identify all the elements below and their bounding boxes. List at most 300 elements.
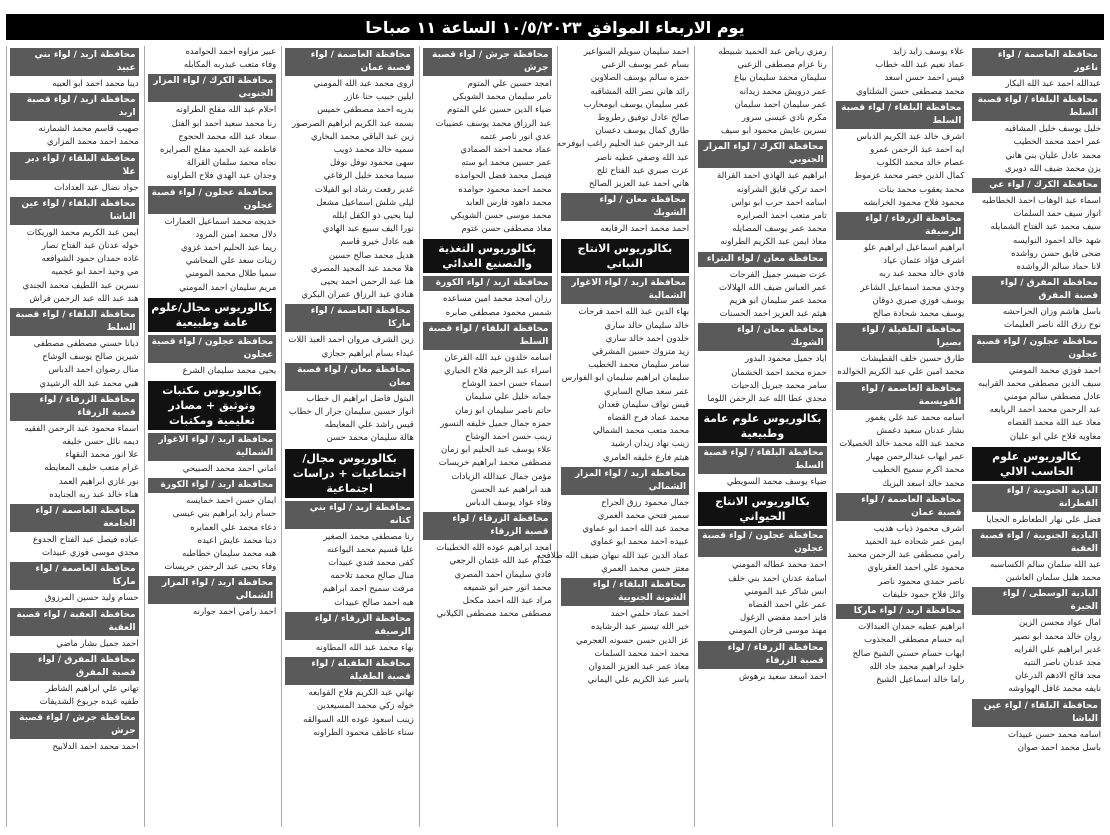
district-header: محافظة الزرقاء / لواء الرصيفة xyxy=(836,212,965,240)
candidate-name: محمد احمد محمود حوامده xyxy=(458,184,552,195)
candidate-name: صدام عبد الله عثمان الرجعي xyxy=(449,556,552,567)
district-header: محافظة العاصمة / لواء قصبة عمان xyxy=(836,493,965,521)
candidate-name: منال صالح محمد تلاحمه xyxy=(330,571,414,582)
candidate-name: احمد محمد احمد الرفايعه xyxy=(600,224,690,235)
candidate-name: ديمه نائل حسن خليفه xyxy=(62,437,139,448)
district-header: محافظة الزرقاء / لواء قصبة الزرقاء xyxy=(10,393,139,421)
candidate-name: حمزه جمال جميل خليفه النسور xyxy=(440,418,552,429)
candidate-name: طارق حسين خلف القطيشات xyxy=(860,354,965,365)
candidate-name: ابراهيم اسماعيل ابراهيم علو xyxy=(863,243,965,254)
candidate-name: يوسف محمد شحادة صالح xyxy=(872,309,965,320)
candidate-name: اسامه خلدون عبد الله القرعان xyxy=(444,352,552,363)
candidate-name: عبد الرحمن محمد احمد الربابعه xyxy=(989,405,1101,416)
district-header: محافظة اربد / لواء قصبة اربد xyxy=(10,93,139,121)
candidate-name: نورا اليف سبيع عبد الهادي xyxy=(322,224,414,235)
candidate-name: مؤمن جمال عبدالله الزيادات xyxy=(451,471,552,482)
candidate-name: منال رضوان احمد الدباس xyxy=(48,365,139,376)
candidate-name: هيثم عبد العزيز احمد الحسنات xyxy=(719,309,827,320)
candidate-name: عز الدين حسن حسونه العجرمي xyxy=(575,635,690,646)
district-header: محافظة البلقاء / لواء الشونة الجنوبية xyxy=(561,578,690,606)
candidate-name: اسامه محمد حسن عبيدات xyxy=(1007,729,1101,740)
candidate-name: محمد عمر سليمان ابو هزيم xyxy=(729,296,827,307)
candidate-name: محمد احمد محمد السلمات xyxy=(594,648,690,659)
candidate-name: محمد احمد محمد المزاري xyxy=(47,137,139,148)
candidate-name: معاويه فلاح علي ابو عليان xyxy=(1009,431,1101,442)
candidate-name: اياد جميل محمود البدور xyxy=(745,354,827,365)
candidate-name: هبي محمد عبد الله الرشيدي xyxy=(39,378,139,389)
candidate-name: احمد سليمان سويلم السواعير xyxy=(583,47,690,57)
district-header: محافظة اربد / لواء بني عبيد xyxy=(10,48,139,76)
candidate-name: فاطمه عبد الحميد مفلح الصرايره xyxy=(160,145,277,156)
candidate-name: دعاء محمد علي العمايره xyxy=(190,522,277,533)
candidate-name: محمد عبد الله محمد خالد الخصيلات xyxy=(839,439,965,450)
candidate-name: عمر احمد محمد الخطيب xyxy=(1013,137,1101,148)
columns-container xyxy=(6,46,1104,827)
candidate-name: عبد الله وصفي عطيه ناصر xyxy=(595,152,690,163)
district-header: محافظة عجلون / لواء قصبة عجلون xyxy=(698,529,827,557)
candidate-name: محمود علي احمد العقرباوي xyxy=(867,563,965,574)
candidate-name: وفاء يحيى عبد الرحمن خريسات xyxy=(164,562,277,573)
candidate-name: وائل فلاح حمود خليفات xyxy=(882,589,965,600)
candidate-name: هبه عادل خيرو قاسم xyxy=(340,237,414,248)
candidate-name: رزان امجد محمد امين مساعده xyxy=(442,294,552,305)
district-header: محافظة المفرق / لواء قصبة المفرق xyxy=(10,653,139,681)
candidate-name: انوار سيف حمد السلمات xyxy=(1013,209,1101,220)
candidate-name: تامر سليمان محمد الشوبكي xyxy=(452,92,552,103)
candidate-name: مهند موسى فرحان المومني xyxy=(728,626,827,637)
candidate-name: نسرين عايش محمود ابو سيف xyxy=(720,126,827,137)
district-header: محافظة الزرقاء / لواء قصبة الزرقاء xyxy=(698,641,827,669)
candidate-name: عمر سليمان احمد سليمان xyxy=(734,99,827,110)
candidate-name: مجدي عطا الله عبد الرحمن اللوما xyxy=(707,394,827,405)
candidate-name: خلدون احمد خالد ساري xyxy=(605,333,690,344)
candidate-name: حاتم ناصر سليمان ابو زمان xyxy=(455,405,552,416)
column-1 xyxy=(969,46,1104,827)
candidate-name: اشرف محمود ذياب هديب xyxy=(873,523,965,534)
candidate-name: عبد الله سلمان سالم الكساسبه xyxy=(990,560,1101,571)
candidate-name: كفى محمد فندي عبيدات xyxy=(328,558,414,569)
candidate-name: عمر العباس ضيف الله الهلالات xyxy=(718,282,827,293)
candidate-name: سيف محمد عبد الفتاح الشمايله xyxy=(990,222,1101,233)
candidate-name: سميا طلال محمد المومني xyxy=(185,269,277,280)
district-header: محافظة اربد / لواء الاغوار الشمالية xyxy=(561,276,690,304)
district-header: محافظة جرش / لواء قصبة جرش xyxy=(10,711,139,739)
candidate-name: عباده فيصل عبد الفتاح الجدوع xyxy=(32,535,139,546)
district-header: محافظة العقبة / لواء قصبة العقبة xyxy=(10,608,139,636)
district-header: محافظة اربد / لواء بني كنانه xyxy=(285,501,414,529)
candidate-name: محمد موسى حسن الشويكي xyxy=(450,211,552,222)
candidate-name: خوله زكي محمد المسيعدين xyxy=(316,701,414,712)
candidate-name: خلود ابراهيم محمد جاد الله xyxy=(869,661,965,672)
candidate-name: هنادي عبد الرزاق عمران البكري xyxy=(301,290,414,301)
district-header: محافظة عجلون / لواء قصبة عجلون xyxy=(972,335,1101,363)
candidate-name: شمس محمود مصطفى صابره xyxy=(445,307,552,318)
candidate-name: سيف الدين مصطفى محمد القرايبه xyxy=(977,378,1101,389)
candidate-name: فايز احمد مفضي الزغول xyxy=(739,613,827,624)
district-header: محافظة الزرقاء / لواء الرصيفة xyxy=(285,612,414,640)
district-header: محافظة معان / لواء البتراء xyxy=(698,252,827,267)
candidate-name: نجاه محمد سلمان القرالة xyxy=(186,158,277,169)
candidate-name: سميه خالد محمد ذويب xyxy=(333,145,414,156)
candidate-name: علا انور محمد النقهاء xyxy=(65,450,139,461)
candidate-name: دينا محمد احمد ابو العبيه xyxy=(52,79,139,89)
candidate-name: ايلين حبيب حنا عازر xyxy=(344,92,414,103)
candidate-name: ابراهيم عبد الهادي احمد القرالة xyxy=(717,171,827,182)
candidate-name: فضل علي نهار الطعاطره الحجايا xyxy=(986,514,1101,525)
candidate-name: رنا محمد سعيد احمد ابو الفتل xyxy=(171,118,277,129)
district-header: البادية الوسطى / لواء الجيزة xyxy=(972,587,1101,615)
candidate-name: اسامة عدنان احمد بني خلف xyxy=(728,573,827,584)
candidate-name: علاء يوسف زايد زايد xyxy=(892,47,965,57)
candidate-name: محمد عمر يوسف المصايله xyxy=(732,224,827,235)
column-6 xyxy=(281,46,417,827)
district-header: محافظة المفرق / لواء قصبة المفرق xyxy=(972,276,1101,304)
candidate-name: عصام خالد محمد الكلوب xyxy=(876,158,965,169)
candidate-name: امال عواد محسن الزين xyxy=(1019,618,1101,629)
candidate-name: بشار عدنان سعيد دغمش xyxy=(876,425,965,436)
candidate-name: قيس راشد علي المعايطه xyxy=(324,420,414,431)
candidate-name: ضياء يوسف محمد السويطي xyxy=(726,477,827,488)
candidate-name: باسل هاشم وزان الحراحشه xyxy=(1002,307,1101,318)
candidate-name: زينب نهاد زيدان ارشيد xyxy=(610,439,690,450)
candidate-name: صهيب قاسم محمد الشمارنه xyxy=(38,124,139,135)
district-header: محافظة الكرك / لواء عي xyxy=(972,178,1101,193)
candidate-name: جمانه خليل علي سليمان xyxy=(465,392,552,403)
date-banner: يوم الاربعاء الموافق ١٠/٥/٢٠٢٣ الساعة ١١ صباحا xyxy=(6,14,1104,40)
candidate-name: زينات سعد علي المحاشي xyxy=(185,256,277,267)
district-header: محافظة العاصمة / لواء القويسمة xyxy=(836,382,965,410)
candidate-name: مجدي موسى فوزي عبيدات xyxy=(41,548,139,559)
candidate-name: عبدالله احمد عبد الله البكار xyxy=(1005,79,1101,89)
degree-header: بكالوريوس الانتاج الحيواني xyxy=(698,492,827,526)
candidate-name: رمزي رياض عبد الحميد شبيطه xyxy=(718,47,827,57)
candidate-name: ضحى فايق حسن رواشده xyxy=(1011,248,1101,259)
candidate-name: انوار حسين سليمان جرار ال خطاب xyxy=(288,407,414,418)
candidate-name: هيثم فارع خليفه العامري xyxy=(602,452,690,463)
district-header: محافظة جرش / لواء قصبة جرش xyxy=(423,48,552,76)
candidate-name: هالة سليمان محمد حسن xyxy=(326,433,414,444)
candidate-name: زينب اسعود عوده الله السوالقه xyxy=(303,714,414,725)
candidate-name: عمر سعد صالح السايري xyxy=(603,386,690,397)
district-header: محافظة الطفيلة / لواء بصيرا xyxy=(836,323,965,351)
candidate-name: قيس نواف سليمان قعدان xyxy=(598,399,690,410)
district-header: محافظة الزرقاء / لواء قصبة الزرقاء xyxy=(423,512,552,540)
candidate-name: نور غازي ابراهيم العمد xyxy=(58,476,139,487)
candidate-name: عماد نعيم عبد الله خطاب xyxy=(875,60,965,71)
candidate-name: وفاء عواد يوسف الدباس xyxy=(465,498,552,509)
candidate-name: عزت ضيسر جميل الفرجات xyxy=(729,269,827,280)
candidate-name: معتز حسن محمد العمري xyxy=(601,563,690,574)
candidate-name: معاذ مصطفى حسن عتوم xyxy=(461,224,552,235)
candidate-name: معاذ عمر عبد العزيز المدوان xyxy=(588,661,690,672)
candidate-name: هاني احمد عبد العزيز الصالح xyxy=(588,179,690,190)
column-5 xyxy=(419,46,555,827)
district-header: محافظة العاصمة / لواء الجامعة xyxy=(10,504,139,532)
candidate-name: فيصل محمد فضل الحوامده xyxy=(455,171,552,182)
candidate-name: عمر درويش محمد زيدانه xyxy=(739,86,827,97)
district-header: محافظة البلقاء / لواء قصبة السلط xyxy=(10,308,139,336)
candidate-name: روان خالد محمد ابو نصير xyxy=(1012,631,1101,642)
district-header: محافظة عجلون / لواء قصبة عجلون xyxy=(148,186,277,214)
candidate-name: تامر متعب احمد الصرايره xyxy=(737,211,827,222)
district-header: محافظة البلقاء / لواء عين الباشا xyxy=(10,197,139,225)
district-header: البادية الجنوبية / لواء القطرانة xyxy=(972,484,1101,512)
degree-header: بكالوريوس التغذية والتصنيع الغذائي xyxy=(423,239,552,273)
candidate-name: مراد عبد الله احمد مكحل xyxy=(462,596,552,607)
candidate-name: اروى محمد عبد الله المومني xyxy=(313,79,414,89)
candidate-name: حسام زايد ابراهيم بني عيسى xyxy=(172,509,277,520)
district-header: محافظة العاصمة / لواء ناعور xyxy=(972,48,1101,76)
degree-header: بكالوريوس مكتبات وتوثيق + مصادر تعليمية ومكتبات xyxy=(148,381,277,430)
candidate-name: ايه احمد عبد الرحمن عمرو xyxy=(870,145,965,156)
candidate-name: خالد سليمان خالد ساري xyxy=(604,320,690,331)
candidate-name: ريما عبد الحليم احمد غزوي xyxy=(181,243,277,254)
candidate-name: غرام متعب خليف المعايطه xyxy=(44,463,139,474)
candidate-name: اشرف خالد عبد الكريم الدباس xyxy=(856,131,965,142)
district-header: محافظة الكرك / لواء المزار الجنوبي xyxy=(698,140,827,168)
candidate-name: رنا مصطفى محمد الصغير xyxy=(323,531,414,542)
candidate-name: سعاد عبد الله محمد الحجوج xyxy=(178,131,277,142)
candidate-name: سناء عاطف محمود الطراونه xyxy=(313,727,414,738)
district-header: محافظة العاصمة / لواء ماركا xyxy=(285,304,414,332)
candidate-name: وجدان عبد الهدي فلاح الطراونه xyxy=(166,171,277,182)
candidate-name: هند ابراهيم عبد الحسن xyxy=(470,484,552,495)
candidate-name: وفاء متعب عبدربه المكابله xyxy=(183,60,277,71)
candidate-name: هبه احمد صالح عبيدات xyxy=(334,597,414,608)
candidate-name: اسماء حسن احمد الوشاح xyxy=(461,379,552,390)
candidate-name: محمد يعقوب محمد بنات xyxy=(878,184,965,195)
district-header: محافظة اربد / لواء الاغوار الشمالية xyxy=(148,433,277,461)
candidate-name: عبيده احمد محمد ابو عماوي xyxy=(590,537,690,548)
candidate-name: يحيى محمد سليمان الشرع xyxy=(182,365,277,376)
candidate-name: سيما محمد خليل الرفاعي xyxy=(323,171,414,182)
candidate-name: غيداء بسام ابراهيم حجازي xyxy=(321,348,414,359)
district-header: محافظة اربد / لواء مارکا xyxy=(836,604,965,619)
candidate-name: جمال محمود رزق الجراح xyxy=(601,497,690,508)
candidate-name: عبد الرزاق محمد يوسف عضيبات xyxy=(435,118,552,129)
candidate-name: خليل يوسف خليل المشاقبه xyxy=(1004,124,1101,135)
candidate-name: مجد فالح الادهم الدرعان xyxy=(1015,671,1101,682)
candidate-name: مرفت سميح احمد ابراهيم xyxy=(322,584,414,595)
candidate-name: محمد امين علي عبد الكريم الخوالده xyxy=(837,367,965,378)
degree-header: بكالوريوس مجال/اجتماعيات + دراسات اجتماعية xyxy=(285,449,414,498)
candidate-name: انس شاكر عبد المومني xyxy=(744,586,827,597)
degree-header: بكالوريوس الانتاج النباتي xyxy=(561,239,690,273)
candidate-name: حمزه محمد احمد الخشمان xyxy=(731,367,827,378)
candidate-name: احمد تركي فايق الشراونه xyxy=(736,184,827,195)
candidate-name: تهاني علي ابراهيم الشاطر xyxy=(46,683,139,694)
candidate-name: لينا يحيى ذو الكفل ابلله xyxy=(332,211,414,222)
candidate-name: ايه حسام مصطفى المجذوب xyxy=(864,635,965,646)
candidate-name: عمر ايهاب عبدالرحمن مهيار xyxy=(866,452,965,463)
candidate-name: عادل مصطفى سالم مومني xyxy=(1003,392,1101,403)
candidate-name: غاده حمدان حمود الشوافعه xyxy=(41,254,139,265)
candidate-name: احمد محمد احمد الدلابيح xyxy=(52,742,139,753)
candidate-name: سليمان ابراهيم سليمان ابو الفوارس xyxy=(561,373,690,384)
candidate-name: بهاء محمد عبد الله المطاونه xyxy=(315,642,414,653)
candidate-name: راما خالد اسماعيل الشيخ xyxy=(876,674,965,685)
candidate-name: احمد جميل بشار ماضي xyxy=(56,638,139,649)
candidate-name: وجدي محمد اسماعيل الشاعر xyxy=(860,282,965,293)
degree-header: بكالوريوس علوم عامة وطبيعية xyxy=(698,409,827,443)
candidate-name: احمد اسعد سعيد برهوش xyxy=(739,671,827,682)
candidate-name: طارق كمال يوسف دعسان xyxy=(595,126,690,137)
candidate-name: عبد الرحمن عبد الحليم راغب ابوفرحه xyxy=(556,139,690,150)
candidate-name: مي وحيد احمد ابو عجميه xyxy=(51,267,139,278)
candidate-name: هبه محمد سليمان خطاطبه xyxy=(182,549,277,560)
district-header: البادية الجنوبية / لواء قصبة العقبة xyxy=(972,529,1101,557)
candidate-name: معاذ ايمن عبد الكريم الطراونه xyxy=(720,237,827,248)
candidate-name: هند عبد الله عبد الرحمن فراش xyxy=(29,293,139,304)
column-8 xyxy=(6,46,142,827)
candidate-name: زينب حسن احمد الوشاح xyxy=(465,432,552,443)
candidate-name: سامر محمد جبريل الدحيات xyxy=(731,380,827,391)
district-header: محافظة معان / لواء قصبة معان xyxy=(285,363,414,391)
candidate-name: سمير فتحي محمد العمري xyxy=(597,511,690,522)
candidate-name: مكرم نادي عيسى سرور xyxy=(741,113,827,124)
candidate-name: محمد عماد فرح القضاه xyxy=(607,413,690,424)
district-header: محافظة اربد / لواء الكورة xyxy=(423,276,552,291)
candidate-name: احلام عبد الله مفلح الطراونه xyxy=(175,105,277,116)
candidate-name: يوسف فوزي صبري ذوقان xyxy=(872,295,965,306)
candidate-name: عدي انور ناصر عتمه xyxy=(480,131,552,142)
candidate-name: بسمه عبد الكريم ابراهيم الصرصور xyxy=(291,118,414,129)
candidate-name: مريم سليمان احمد المومني xyxy=(179,282,277,293)
candidate-name: خوله عدنان عبد الفتاح نصار xyxy=(41,241,139,252)
candidate-name: غدير رفعت رشاد ابو الفيلات xyxy=(314,184,414,195)
district-header: محافظة البلقاء / لواء قصبة السلط xyxy=(972,93,1101,121)
candidate-name: نوح رزق الله ناصر العليمات xyxy=(1004,320,1101,331)
candidate-name: فادي خالد محمد عبد ربه xyxy=(879,269,965,280)
candidate-name: اسامه محمد عبد علي يغمور xyxy=(866,412,965,423)
candidate-name: يزن محمد ضيف الله دويري xyxy=(1004,163,1101,174)
candidate-name: حسام وليد حسين المرزوق xyxy=(44,593,139,604)
candidate-name: جواد نضال عبد العدادات xyxy=(54,182,139,193)
candidate-name: ايمان حسن احمد خمايسه xyxy=(186,496,277,507)
candidate-name: ايمن عبد الكريم محمد الوريكات xyxy=(26,227,139,238)
candidate-name: صالح عادل توفيق رطروط xyxy=(597,113,690,124)
column-4 xyxy=(536,46,693,827)
candidate-name: خديجه محمد اسماعيل العمارات xyxy=(164,216,277,227)
candidate-name: سليمان محمد سليمان بياع xyxy=(734,73,827,84)
candidate-name: سهى محمود نوفل نوفل xyxy=(329,158,414,169)
candidate-name: فادي سليمان احمد المصري xyxy=(454,569,552,580)
candidate-name: عزت صبري عبد الفتاح ثلج xyxy=(596,165,690,176)
candidate-name: سامر سليمان محمد الخطيب xyxy=(588,360,690,371)
candidate-name: هناء خالد عبد ربه الجنايده xyxy=(49,489,139,500)
candidate-name: هلا محمد عبد المجيد المصري xyxy=(311,263,414,274)
candidate-name: ناصر حمدي محمود ناصر xyxy=(878,576,965,587)
candidate-name: زين الشرف مروان احمد العبد اللات xyxy=(288,335,414,346)
candidate-name: عمر سليمان يوسف ابومحارب xyxy=(583,99,690,110)
candidate-name: رنا عزام مصطفى الزعبي xyxy=(737,60,827,71)
candidate-name: ايهاب حسام حسني الشيخ صالح xyxy=(852,648,965,659)
candidate-name: اسماء محمود عبد الرحمن الفقيه xyxy=(24,423,139,434)
candidate-name: شيرين صالح يوسف الوشاح xyxy=(42,352,139,363)
district-header: محافظة اربد / لواء المزار الشمالي xyxy=(148,576,277,604)
candidate-name: لانا حماد سالم الرواشده xyxy=(1016,262,1101,273)
district-header: محافظة البلقاء / لواء قصبة السلط xyxy=(423,322,552,350)
candidate-name: علاء يوسف عبد الحليم ابو زمان xyxy=(440,445,552,456)
candidate-name: نايفه محمد غافل الهواوشه xyxy=(1008,684,1101,695)
degree-header: بكالوريوس مجال/علوم عامة وطبيعية xyxy=(148,298,277,332)
candidate-name: امجد ابراهيم عوده الله الخطيبات xyxy=(436,543,552,554)
candidate-name: اماني احمد محمد الصبيحي xyxy=(182,464,277,475)
candidate-name: زين عبد الباقي محمد البخاري xyxy=(311,131,414,142)
candidate-name: محمد مصطفى حسن الشلتاوي xyxy=(856,86,965,97)
candidate-name: دلال محمد امين المرود xyxy=(195,229,277,240)
candidate-name: عمر علي احمد القضاه xyxy=(748,600,827,611)
candidate-name: حمزه سالم يوسف الصلاوين xyxy=(590,73,690,84)
candidate-name: محمود فلاح محمود الخرابشه xyxy=(863,197,965,208)
candidate-name: ياسر عبد الكريم علي اليماني xyxy=(587,675,690,686)
candidate-name: محمد عادل عليان بني هاني xyxy=(1005,150,1101,161)
candidate-name: اسراء عبد الرحيم فلاح الحياري xyxy=(443,366,552,377)
district-header: محافظة معان / لواء الشوبك xyxy=(698,323,827,351)
district-header: محافظة اربد / لواء الكورة xyxy=(148,478,277,493)
district-header: محافظة العاصمة / لواء ماركا xyxy=(10,562,139,590)
column-2 xyxy=(832,46,968,827)
candidate-name: محمد خالد اسعد اليزيك xyxy=(882,478,965,489)
candidate-name: هنا عبد الرحمن احمد يحيى xyxy=(320,277,414,288)
candidate-name: ديانا حسني مصطفى مصطفى xyxy=(33,339,139,350)
district-header: محافظة العاصمة / لواء قصبة عمان xyxy=(285,48,414,76)
candidate-name: غدير ابراهيم علي الفرايه xyxy=(1014,644,1101,655)
candidate-name: محمد انور جبر ابو شميعه xyxy=(463,582,552,593)
district-header: محافظة عجلون / لواء قصبة عجلون xyxy=(148,335,277,363)
candidate-name: نسرين عبد اللطيف محمد الجندي xyxy=(22,280,139,291)
candidate-name: عماد محمد احمد الصمادي xyxy=(460,145,552,156)
candidate-name: اسماء عبد الوهاب احمد الخطاطبه xyxy=(981,196,1101,207)
candidate-name: ضياء الدين حسين علي المتوم xyxy=(447,105,552,116)
candidate-name: البتول فاضل ابراهيم ال خطاب xyxy=(306,393,414,404)
candidate-name: عليا قسيم محمد البواعنه xyxy=(326,544,414,555)
candidate-name: احمد فوزي محمد المومني xyxy=(1008,365,1101,376)
candidate-name: عبير مزاوه احمد الحوامده xyxy=(185,47,277,57)
candidate-name: هديل محمد صالح حسين xyxy=(328,250,414,261)
candidate-name: دينا محمد عايش اعيده xyxy=(197,535,277,546)
district-header: محافظة البلقاء / لواء دير علا xyxy=(10,152,139,180)
candidate-name: احمد عماد حلمي احمد xyxy=(610,609,690,620)
column-7 xyxy=(144,46,280,827)
candidate-name: بسام عمر يوسف الزعبي xyxy=(601,60,690,71)
candidate-name: رائد هاني نصر الله المشاقبه xyxy=(590,86,690,97)
candidate-name: اسامه احمد حرب ابو نواس xyxy=(731,197,827,208)
candidate-name: معاذ عبد الله محمد القضاه xyxy=(1007,418,1101,429)
candidate-name: محمد هليل سلمان العاشين xyxy=(1005,573,1101,584)
candidate-name: محمد متعب محمد الشمالي xyxy=(592,426,690,437)
candidate-name: زيد متروك حسين المشرقي xyxy=(592,347,690,358)
candidate-name: ايمن عمر شحاده عبد الحميد xyxy=(864,537,965,548)
district-header: محافظة اربد / لواء المزار الشمالي xyxy=(561,467,690,495)
district-header: محافظة معان / لواء الشوبك xyxy=(561,193,690,221)
district-header: محافظة البلقاء / لواء عين الباشا xyxy=(972,699,1101,727)
candidate-name: شهد خالد احمود النوايسه xyxy=(1013,235,1101,246)
candidate-name: كمال الدين خضر محمد عزموط xyxy=(854,171,965,182)
candidate-name: احمد محمد عطاله المومني xyxy=(731,560,827,571)
candidate-name: قيس احمد حسن اسعد xyxy=(884,73,965,84)
candidate-name: مصطفى محمد ابراهيم خريسات xyxy=(438,458,552,469)
candidate-name: خير الله تيسير عبد الرشايده xyxy=(590,622,690,633)
candidate-name: باسل محمد احمد صوان xyxy=(1017,742,1101,753)
candidate-name: بدريه احمد مصطفى خميس xyxy=(317,105,414,116)
candidate-name: بهاء الدين عبد الله احمد فرحات xyxy=(578,307,690,318)
candidate-name: احمد رامي احمد جوارنه xyxy=(193,607,277,618)
candidate-name: عمر حسين محمد ابو سته xyxy=(461,158,552,169)
candidate-name: تهاني عبد الكريم فلاح القوابعه xyxy=(308,688,414,699)
district-header: محافظة البلقاء / لواء قصبة السلط xyxy=(836,101,965,129)
district-header: محافظة الكرك / لواء المزار الجنوبي xyxy=(148,74,277,102)
